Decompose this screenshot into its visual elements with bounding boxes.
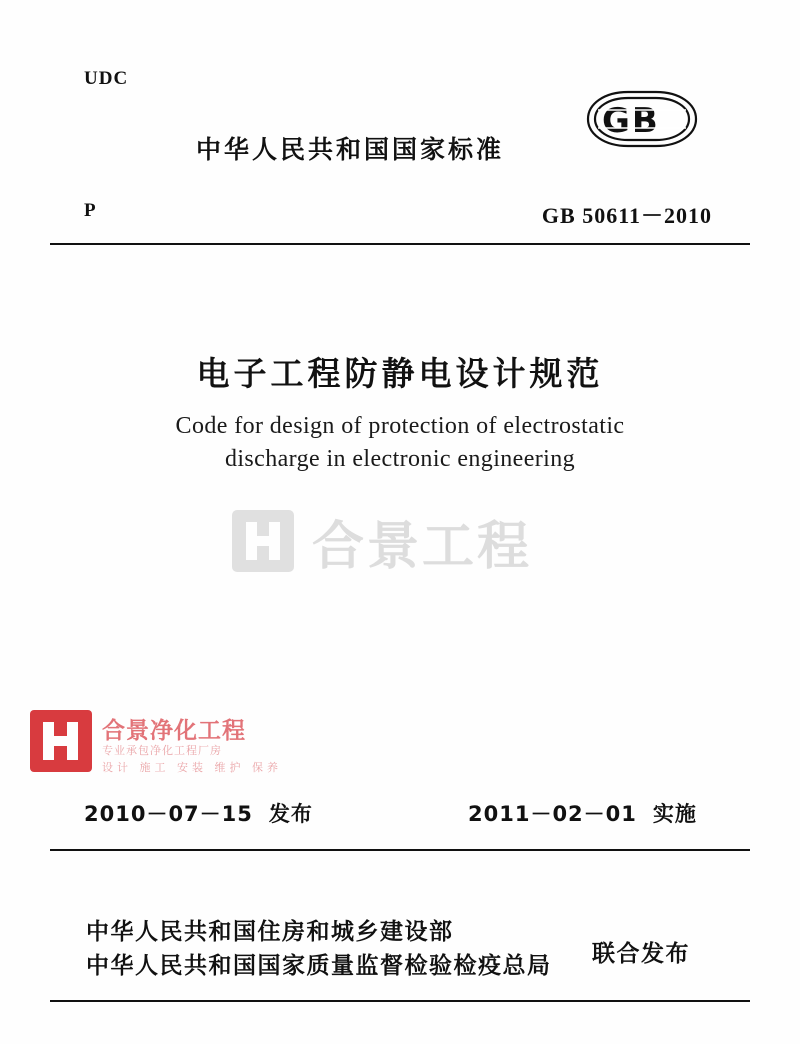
issue-date-value: 2010－07－15	[84, 802, 253, 826]
watermark-logo-icon	[232, 510, 294, 572]
divider-top	[50, 243, 750, 245]
publisher-organizations	[86, 915, 552, 983]
joint-issue-label: 联合发布	[592, 941, 690, 967]
udc-label: UDC	[84, 68, 129, 89]
effective-date	[468, 798, 697, 828]
publisher-line-1: 中华人民共和国住房和城乡建设部	[86, 919, 454, 945]
title-english-line2: discharge in electronic engineering	[224, 446, 576, 472]
issue-date-label: 发布	[268, 802, 313, 826]
watermark-red-subtitle-2: 设计 施工 安装 维护 保养	[102, 761, 282, 774]
watermark-red	[30, 706, 290, 784]
publisher-line-2: 中华人民共和国国家质量监督检验检疫总局	[86, 953, 552, 979]
national-standard-title: 中华人民共和国国家标准	[196, 135, 505, 164]
classification-mark: P	[84, 200, 96, 221]
watermark-center-text: 合景工程	[312, 516, 533, 577]
divider-bottom	[50, 1000, 750, 1002]
effective-date-value: 2011－02－01	[468, 802, 637, 826]
watermark-red-title: 合景净化工程	[102, 718, 246, 744]
title-chinese: 电子工程防静电设计规范	[196, 354, 604, 393]
title-english-line1: Code for design of protection of electrostatic	[175, 413, 625, 439]
watermark-red-subtitle-1: 专业承包净化工程厂房	[102, 744, 222, 757]
issue-date	[84, 798, 313, 828]
svg-text:GB: GB	[602, 101, 660, 141]
title-english	[0, 410, 800, 476]
watermark-center	[232, 505, 592, 577]
effective-date-label: 实施	[652, 802, 697, 826]
standard-number: GB 50611－2010	[541, 203, 712, 228]
divider-middle	[50, 849, 750, 851]
watermark-red-logo-icon	[30, 710, 92, 772]
gb-logo-icon	[578, 88, 706, 150]
